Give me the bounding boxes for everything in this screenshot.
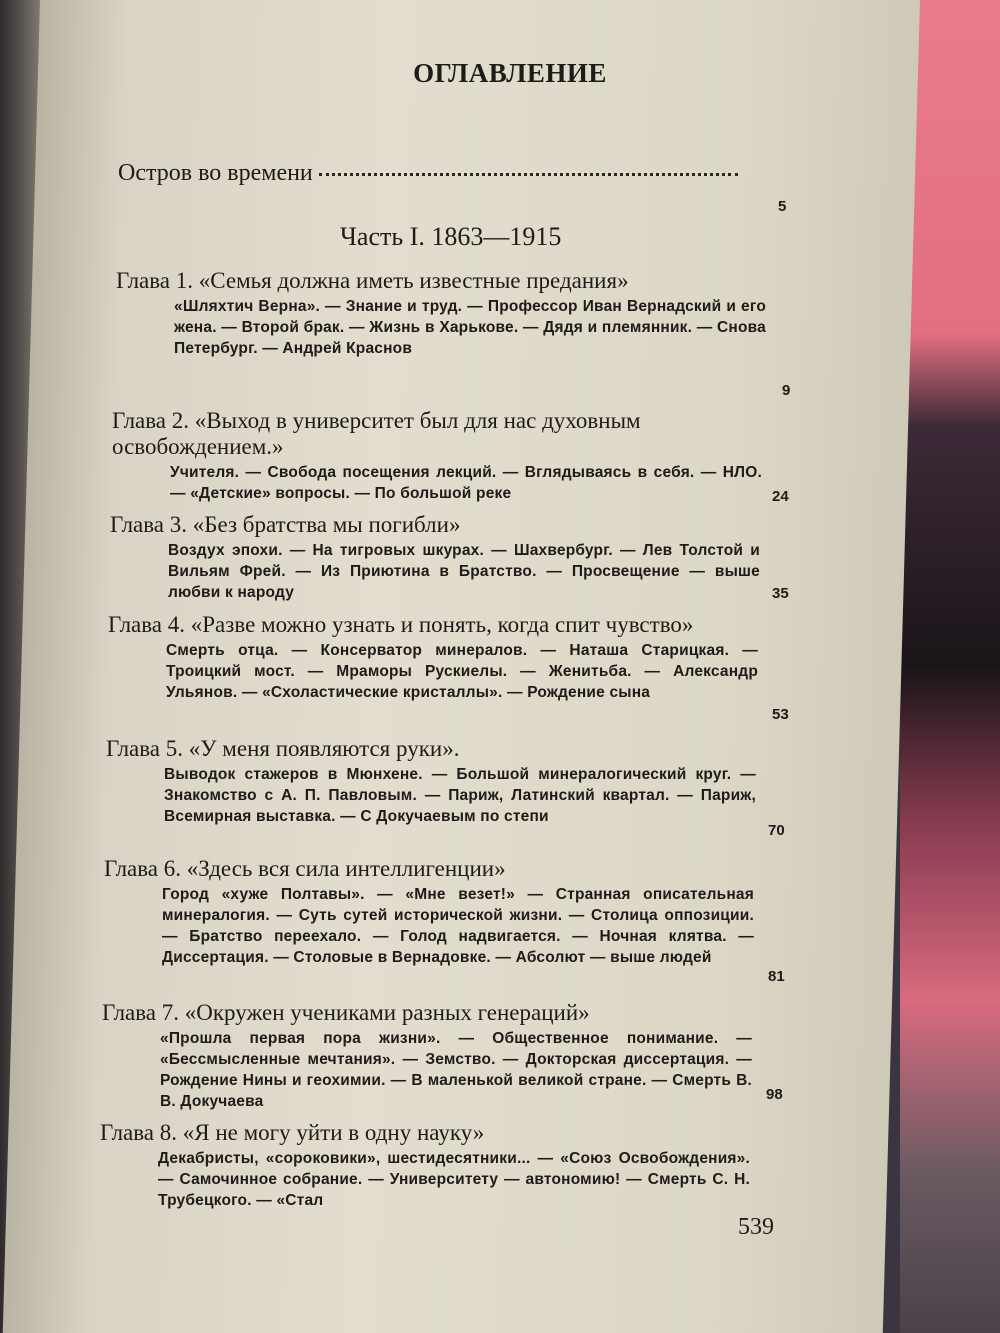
- chapter-subtitle: Воздух эпохи. — На тигровых шкурах. — Шахвербург. — Лев Толстой и Вильям Фрей. — Из Приютина в Братство. — Просвещение — выше любви к народу: [168, 542, 760, 601]
- chapter-title: Глава 5. «У меня появляются руки».: [106, 736, 460, 761]
- chapter-subtitle: Учителя. — Свобода посещения лекций. — Вглядываясь в себя. — НЛО. — «Детские» вопросы. — По большой реке: [170, 464, 762, 502]
- toc-chapter-4: [108, 612, 758, 703]
- chapter-subtitle: «Прошла первая пора жизни». — Общественное понимание. — «Бессмысленные мечтания». — Земство. — Докторская диссертация. — Рождение Нины и геохимии. — В маленькой великой стране. — Смерть В. В. Докучаева: [160, 1030, 752, 1110]
- chapter-title: Глава 8. «Я не могу уйти в одну науку»: [100, 1120, 485, 1145]
- chapter-title: Глава 2. «Выход в университет был для нас духовным освобождением.»: [112, 408, 641, 459]
- chapter-title: Глава 4. «Разве можно узнать и понять, когда спит чувство»: [108, 612, 694, 637]
- chapter-title: Глава 7. «Окружен учениками разных генераций»: [102, 1000, 590, 1025]
- chapter-title: Глава 1. «Семья должна иметь известные предания»: [116, 268, 629, 293]
- toc-chapter-3: [110, 512, 760, 603]
- chapter-page: 35: [772, 585, 789, 602]
- chapter-page: 9: [782, 382, 791, 399]
- toc-chapter-1: [116, 268, 766, 359]
- toc-chapter-8: [100, 1120, 750, 1211]
- toc-intro-title: Остров во времени: [118, 160, 313, 186]
- chapter-subtitle: Смерть отца. — Консерватор минералов. — Наташа Старицкая. — Троицкий мост. — Мраморы Рускиелы. — Женитьба. — Александр Ульянов. — «Схоластические кристаллы». — Рождение сына: [166, 642, 758, 701]
- part-heading: Часть I. 1863—1915: [340, 222, 562, 251]
- chapter-title: Глава 3. «Без братства мы погибли»: [110, 512, 461, 537]
- toc-chapter-2: [112, 408, 762, 504]
- chapter-title: Глава 6. «Здесь вся сила интеллигенции»: [104, 856, 506, 881]
- chapter-subtitle: Выводок стажеров в Мюнхене. — Большой минералогический круг. — Знакомство с А. П. Павловым. — Париж, Латинский квартал. — Париж, Всемирная выставка. — С Докучаевым по степи: [164, 766, 756, 825]
- chapter-page: 53: [772, 706, 789, 723]
- chapter-page: 24: [772, 488, 789, 505]
- toc-chapter-7: [102, 1000, 752, 1112]
- chapter-subtitle: Декабристы, «сороковики», шестидесятники... — «Союз Освобождения». — Самочинное собрание. — Университету — автономию! — Смерть С. Н. Трубецкого. — «Стал: [158, 1150, 750, 1209]
- chapter-page: 98: [766, 1086, 783, 1103]
- chapter-page: 81: [768, 968, 785, 985]
- dot-leader: [319, 172, 738, 176]
- toc-title: ОГЛАВЛЕНИЕ: [413, 58, 607, 88]
- toc-chapter-5: [106, 736, 756, 827]
- chapter-page: 70: [768, 822, 785, 839]
- toc-intro-entry: [118, 160, 738, 187]
- page-number: 539: [738, 1214, 774, 1240]
- toc-intro-page: 5: [778, 198, 787, 215]
- chapter-subtitle: Город «хуже Полтавы». — «Мне везет!» — Странная описательная минералогия. — Суть сутей исторической жизни. — Столица оппозиции. — Братство переехало. — Голод надвигается. — Ночная клятва. — Диссертация. — Столовые в Вернадовке. — Абсолют — выше людей: [162, 886, 754, 966]
- chapter-subtitle: «Шляхтич Верна». — Знание и труд. — Профессор Иван Вернадский и его жена. — Второй брак. — Жизнь в Харькове. — Дядя и племянник. — Снова Петербург. — Андрей Краснов: [174, 298, 766, 357]
- toc-chapter-6: [104, 856, 754, 968]
